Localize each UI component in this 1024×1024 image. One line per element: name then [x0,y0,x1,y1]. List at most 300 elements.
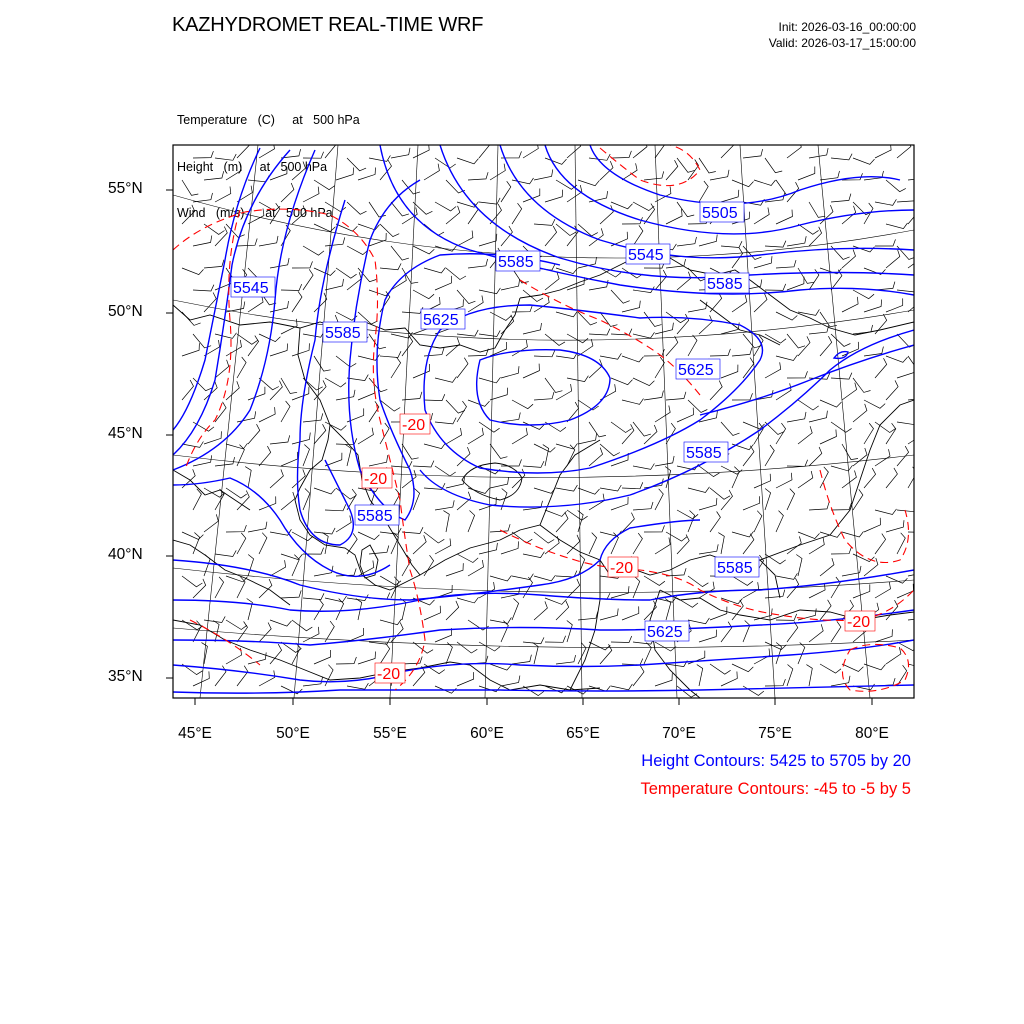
wind-barb [732,467,739,488]
wind-barb [457,492,471,510]
height-label-text: 5585 [357,508,393,525]
wind-barb [237,666,248,686]
wind-barb [292,261,313,268]
wind-barb [655,357,664,378]
wind-barb [490,576,512,582]
wind-barb [677,158,695,172]
wind-barb [644,312,662,327]
wind-barb [391,357,401,378]
wind-barb [798,643,805,665]
height-label-text: 5545 [628,247,664,264]
wind-barb [864,300,882,313]
wind-barb [215,577,224,598]
init-time: Init: 2026-03-16_00:00:00 [778,20,916,34]
wind-barb [699,315,712,334]
wind-barb [732,393,753,400]
wind-barb [897,533,905,554]
temp-label-text: -20 [610,560,634,577]
wind-barb [611,329,632,335]
height-contour [590,145,900,204]
temp-label-d [845,611,875,631]
wind-barb [798,400,819,410]
wind-barb [611,684,632,690]
wind-barb [710,349,730,356]
wind-barb [303,627,319,642]
wind-barb [457,672,474,686]
wind-barb [259,533,267,554]
wind-barb [875,629,892,642]
wind-barb [512,574,533,580]
wind-barb [336,390,355,400]
temp-label-text: -20 [377,666,401,683]
wind-barb [677,202,694,217]
wind-barb [523,461,544,467]
wind-barb [820,600,831,620]
wind-barb [666,568,686,576]
wind-barb [336,657,356,664]
wind-barb [864,468,876,488]
wind-barb [776,180,793,195]
height-label-text: 5625 [678,362,714,379]
wind-barb [270,469,283,488]
wind-barb [270,167,287,180]
wind-barb [743,149,763,158]
wind-barb [237,622,248,643]
wind-barb [633,577,640,599]
wind-barb [369,155,390,161]
wind-barb [622,424,634,444]
wind-barb [633,378,654,386]
lon-label-80e: 80°E [855,725,889,742]
wind-barb [259,623,271,643]
wind-barb [512,655,531,664]
wind-barb [677,237,697,246]
wind-barb [226,648,242,664]
wind-barb [787,236,806,246]
wind-barb [358,428,373,444]
wind-barb [908,171,928,180]
wind-barb [787,334,805,348]
wind-barb [710,512,720,533]
wind-barb [796,555,802,577]
wind-barb [677,408,694,422]
wind-barb [809,538,824,554]
wind-barb [721,241,742,247]
wind-barb [248,522,267,532]
wind-barb [402,444,419,459]
temperature-contour-legend: Temperature Contours: -45 to -5 by 5 [640,780,911,798]
wind-barb [600,444,620,456]
wind-barb [457,158,479,164]
wind-barb [886,380,898,400]
wind-barb [908,663,930,669]
wind-barb [699,544,718,554]
wind-barb [314,599,323,620]
wind-barb [908,392,928,401]
wind-barb [831,577,840,598]
height-label-text: 5585 [707,276,743,293]
wind-barb [897,584,914,598]
wind-barb [611,378,633,385]
wind-barb [721,139,734,158]
wind-barb [655,642,676,651]
wind-barb [743,496,760,510]
wind-barb [325,378,346,387]
wind-barb [886,250,900,268]
wind-barb [237,334,258,344]
height-contour [477,350,610,425]
wind-barb [611,586,629,598]
wind-barb [908,356,925,371]
wind-barb [589,422,606,437]
wind-barb [479,330,500,336]
lat-label-45n: 45°N [108,425,143,442]
wind-barb [743,686,764,695]
wind-barb [600,609,618,621]
wind-barb [886,423,896,444]
wind-barb [721,622,732,642]
wind-barb [413,535,426,554]
wind-barb [864,171,884,180]
wind-barb [314,380,326,400]
wind-barb [325,422,346,430]
wind-barb [732,295,747,312]
temperature-contour [820,470,909,563]
wind-barb [809,411,827,422]
wind-barb [611,422,632,433]
wind-barb [853,158,875,164]
wind-barb [754,511,762,532]
wind-barb [589,329,610,335]
page-title: KAZHYDROMET REAL-TIME WRF [172,14,484,36]
wind-barb [402,527,423,533]
height-label-text: 5585 [498,254,534,271]
wind-barb [369,546,389,555]
wind-barb [776,511,783,532]
wind-barb [787,371,808,378]
wind-barb [886,647,901,664]
wind-barb [622,217,643,224]
wind-barb [677,510,698,519]
wind-barb [831,547,851,554]
wind-barb [633,332,655,338]
wind-barb [534,488,556,494]
wind-barb [578,312,597,325]
wind-barb [831,621,841,642]
wind-barb [611,202,633,209]
wind-barb [346,445,352,467]
wind-barb [237,239,257,247]
wind-barb [589,154,610,160]
lon-label-60e: 60°E [470,725,504,742]
wind-barb [644,525,665,532]
wind-barb [853,404,867,422]
wind-barb [578,180,600,186]
height-label-text: 5625 [423,312,459,329]
wind-barb [644,576,665,585]
wind-barb [545,334,565,345]
wind-barb [281,554,303,560]
height-label-5585-e [355,505,399,525]
wind-barb [831,422,852,432]
wind-barb [468,296,483,313]
wind-barb [806,665,812,686]
wind-barb [578,511,584,533]
wind-barb [490,444,507,459]
wind-barb [446,477,465,488]
wind-barb [237,357,246,378]
wind-barb [842,664,863,672]
wind-barb [655,406,670,423]
wind-barb [347,683,368,689]
height-label-5545-b [626,244,670,264]
wind-barb [193,489,201,510]
wind-barb [556,485,577,491]
wind-barb [765,158,782,173]
wind-barb [314,356,331,371]
wind-barb [754,293,767,312]
wind-barb [556,512,568,532]
wind-barb [479,686,501,692]
wind-barb [380,224,399,237]
wind-barb [721,490,733,510]
wind-barb [776,312,797,320]
wind-barb [501,413,520,423]
wind-barb [490,617,511,623]
wind-barb [259,579,272,598]
wind-barb [710,170,729,180]
wind-barb [688,400,707,413]
wind-barb [204,431,221,444]
wind-barb [435,276,452,290]
wind-barb [479,138,490,158]
wind-barb [655,489,663,510]
wind-barb [501,676,520,686]
wind-barb [697,665,703,686]
wind-barb [633,140,647,158]
wind-barb [655,323,673,334]
wind-barb [875,534,886,554]
lat-label-55n: 55°N [108,180,143,197]
wind-barb [457,597,479,603]
wind-barb [259,446,271,466]
wind-barb [688,335,697,356]
wind-barb [270,644,282,664]
wind-barb [699,181,708,202]
height-label-5585-f [715,557,759,577]
wind-barb [512,428,527,444]
wind-barb [842,383,857,400]
wind-barb [215,227,227,247]
height-contour [700,345,914,415]
wind-barb [688,487,710,493]
wind-barb [523,142,538,158]
wind-barb [732,348,752,356]
wind-barb [853,584,870,598]
wind-barb [248,295,263,312]
wind-barb [534,219,555,225]
wind-barb [534,444,555,452]
wind-barb [622,482,643,489]
wind-barb [567,445,575,466]
wind-barb [281,183,294,202]
wind-barb [303,246,324,255]
wind-barb [424,164,439,180]
wind-barb [721,190,739,202]
wind-barb [501,541,519,554]
wind-barb [710,488,730,499]
wind-barb [204,224,225,234]
wind-barb [215,154,236,160]
wind-barb [875,509,897,515]
wind-barb [556,224,576,236]
height-contour [834,352,848,359]
wind-barb [182,312,201,325]
wind-barb [468,656,488,664]
wind-barb [820,430,836,445]
wind-barb [655,138,666,158]
wind-barb [512,340,527,356]
wind-barb [336,268,357,278]
wind-barb [842,444,858,460]
wind-barb [545,272,559,290]
wind-barb [666,423,675,444]
wind-barb [589,533,597,554]
wind-barb [545,598,567,604]
wind-barb [248,555,254,577]
wind-barb [776,355,798,361]
wind-barb [765,284,786,291]
wind-barb [611,636,632,643]
wind-barb [589,191,608,202]
wind-barb [677,272,691,290]
wind-barb [435,246,457,252]
wind-barb [479,582,495,598]
wind-barb [523,323,542,334]
wind-barb [380,423,389,444]
wind-barb [677,535,689,555]
wind-barb [402,307,423,313]
wind-barb [512,305,532,312]
wind-barb [699,466,719,477]
wind-barb [380,619,402,625]
wind-barb [193,151,213,158]
wind-barb [215,402,226,422]
wind-barb [380,263,401,269]
wind-barb [853,489,863,510]
wind-barb [523,552,544,558]
wind-barb [875,199,896,205]
wind-barb [567,621,573,643]
wind-barb [391,148,410,158]
wind-barb [699,498,717,510]
temp-label-b [362,468,392,488]
wind-barb [468,511,475,533]
wind-barb [556,655,576,664]
wind-barb [303,489,310,511]
height-label-5505 [700,202,744,222]
wind-barb [292,469,305,488]
wind-barb [468,428,483,444]
wind-barb [622,659,643,665]
wind-barb [237,491,249,511]
wind-barb [908,467,917,488]
wind-barb [809,325,829,334]
wind-barb [259,378,279,390]
temp-label-e [375,663,405,683]
wind-barb [193,236,212,247]
wind-barb [501,181,511,202]
wind-barb [281,378,297,394]
wind-barb [578,433,597,444]
wind-barb [787,277,804,290]
wind-barb [765,554,786,564]
wind-barb [435,202,456,211]
wind-barb [413,364,430,378]
wind-barb [446,601,459,620]
wind-barb [413,290,434,299]
wind-barb [193,579,206,598]
wind-barb [798,268,814,283]
wind-barb [457,642,477,653]
wind-barb [644,601,656,620]
wind-barb [809,227,822,246]
height-label-text: 5585 [686,445,722,462]
wind-barb [908,294,922,312]
height-contour-legend: Height Contours: 5425 to 5705 by 20 [641,752,911,770]
wind-barb [325,665,333,686]
wind-barb [644,171,664,180]
wind-barb [633,502,653,510]
wind-barb [314,224,335,232]
wind-barb [534,601,547,620]
wind-barb [831,334,850,346]
wind-barb [325,237,345,246]
wind-barb [245,467,251,488]
wind-barb [400,599,406,621]
wind-barb [897,246,915,260]
wind-barb [270,381,282,400]
wind-barb [765,334,786,343]
wind-barb [435,539,451,555]
wind-barb [633,225,643,246]
wind-barb [226,525,246,532]
height-contour [298,200,354,545]
wind-barb [688,576,708,587]
wind-barb [721,422,740,436]
wind-barb [820,400,841,407]
variable-height: Height (m) at 500 hPa [177,159,328,174]
wind-barb [182,343,199,356]
wind-barb [347,158,366,171]
wind-barb [765,362,781,378]
wind-barb [622,399,644,405]
wind-barb [908,427,923,444]
wind-barb [787,460,808,467]
wind-barb [787,665,793,687]
wind-barb [292,433,310,444]
wind-barb [259,236,278,246]
wind-barb [446,428,462,444]
wind-barb [886,356,908,362]
wind-barb [864,558,878,576]
wind-barb [743,621,750,643]
plot-frame [173,145,914,698]
wind-barb [303,413,323,422]
height-label-text: 5545 [233,280,269,297]
wind-barb [314,650,331,664]
wind-barb [457,231,473,246]
